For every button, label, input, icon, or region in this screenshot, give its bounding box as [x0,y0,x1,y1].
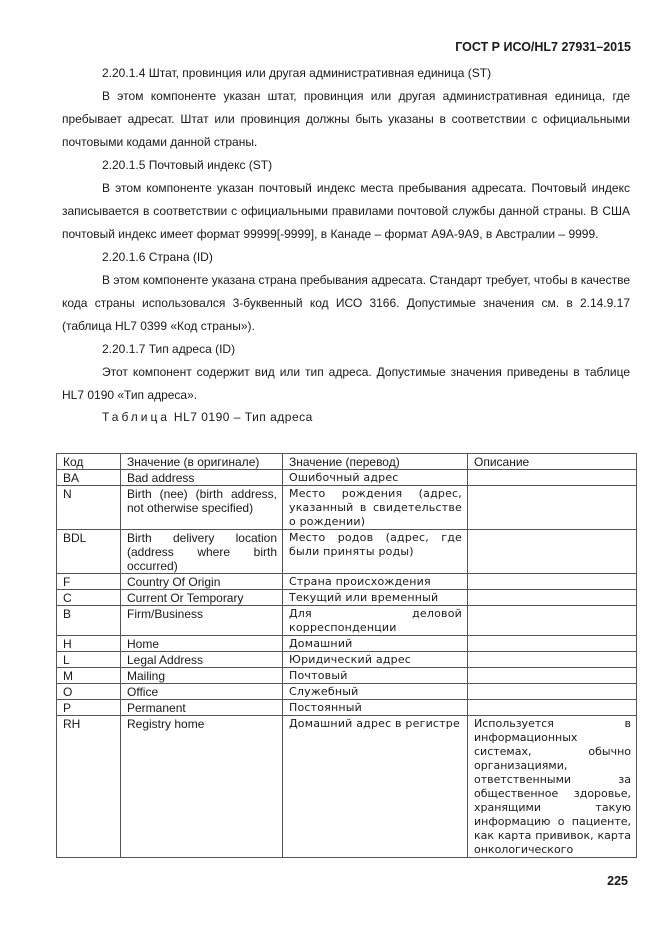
cell-description [468,668,637,684]
cell-description [468,684,637,700]
cell-translation: Ошибочный адрес [283,470,468,486]
cell-code: BA [57,470,121,486]
cell-translation: Место родов (адрес, где были приняты роды) [283,530,468,574]
cell-original: Legal Address [121,652,283,668]
cell-code: P [57,700,121,716]
table-row [57,716,637,858]
cell-description [468,606,637,636]
cell-description [468,590,637,606]
table-row [57,486,637,530]
section-heading-address-type: 2.20.1.7 Тип адреса (ID) [102,342,236,356]
cell-code: RH [57,716,121,858]
paragraph-state: В этом компоненте указан штат, провинция или другая административная единица, где пребывает адресат. Штат или провинция должны быть указаны в соответствии с официальными почтовыми кодами данной страны. [62,89,630,149]
cell-translation: Домашний адрес в регистре [283,716,468,858]
body-text [62,62,630,424]
cell-original: Bad address [121,470,283,486]
table-header-row [57,454,637,470]
cell-translation: Для деловой корреспонденции [283,606,468,636]
cell-translation: Домашний [283,636,468,652]
column-header-code: Код [57,454,121,470]
cell-description [468,574,637,590]
paragraph-postal-code: В этом компоненте указан почтовый индекс места пребывания адресата. Почтовый индекс записывается в соответствии с официальными правилами почтовой службы данной страны. В США почтовый индекс имеет формат 99999[-9999], в Канаде – формат A9A-9A9, в Австралии – 9999. [62,181,630,241]
cell-description [468,530,637,574]
cell-code: B [57,606,121,636]
standard-header: ГОСТ Р ИСО/HL7 27931–2015 [455,40,631,54]
paragraph-country: В этом компоненте указана страна пребывания адресата. Стандарт требует, чтобы в качестве кода страны использовался 3-буквенный код ИСО 3166. Допустимые значения см. в 2.14.9.17 (таблица HL7 0399 «Код страны»). [62,273,630,333]
cell-code: L [57,652,121,668]
table-row [57,606,637,636]
table-row [57,636,637,652]
cell-description [468,636,637,652]
cell-code: BDL [57,530,121,574]
table-row [57,574,637,590]
section-heading-postal-code: 2.20.1.5 Почтовый индекс (ST) [102,158,273,172]
cell-code: F [57,574,121,590]
table-row [57,590,637,606]
cell-original: Mailing [121,668,283,684]
cell-original: Country Of Origin [121,574,283,590]
cell-code: O [57,684,121,700]
table-row [57,684,637,700]
cell-translation: Место рождения (адрес, указанный в свидетельстве о рождении) [283,486,468,530]
column-header-description: Описание [468,454,637,470]
cell-code: M [57,668,121,684]
cell-description [468,700,637,716]
cell-description [468,470,637,486]
cell-original: Home [121,636,283,652]
cell-code: N [57,486,121,530]
table-caption-word: Таблица [102,410,171,424]
table-row [57,652,637,668]
cell-original: Office [121,684,283,700]
column-header-original: Значение (в оригинале) [121,454,283,470]
column-header-translation: Значение (перевод) [283,454,468,470]
cell-translation: Страна происхождения [283,574,468,590]
cell-translation: Служебный [283,684,468,700]
cell-original: Registry home [121,716,283,858]
table-row [57,530,637,574]
cell-original: Firm/Business [121,606,283,636]
table-caption-title: HL7 0190 – Тип адреса [173,410,313,424]
section-heading-state: 2.20.1.4 Штат, провинция или другая административная единица (ST) [102,66,492,80]
section-heading-country: 2.20.1.6 Страна (ID) [102,250,213,264]
paragraph-address-type: Этот компонент содержит вид или тип адреса. Допустимые значения приведены в таблице HL7 0190 «Тип адреса». [62,365,630,402]
cell-translation: Почтовый [283,668,468,684]
cell-original: Current Or Temporary [121,590,283,606]
page-number: 225 [607,874,628,888]
cell-description: Используется в информационных системах, обычно организациями, ответственными за общественное здоровье, хранящими такую информацию о пациенте, как карта прививок, карта онкологического [468,716,637,858]
cell-code: H [57,636,121,652]
cell-description [468,486,637,530]
table-row [57,700,637,716]
address-type-table [56,453,637,858]
table-row [57,470,637,486]
cell-original: Birth delivery location (address where birth occurred) [121,530,283,574]
cell-translation: Текущий или временный [283,590,468,606]
cell-original: Birth (nee) (birth address, not otherwise specified) [121,486,283,530]
table-caption [102,410,630,424]
cell-translation: Юридический адрес [283,652,468,668]
cell-original: Permanent [121,700,283,716]
cell-description [468,652,637,668]
table-row [57,668,637,684]
cell-code: C [57,590,121,606]
cell-translation: Постоянный [283,700,468,716]
